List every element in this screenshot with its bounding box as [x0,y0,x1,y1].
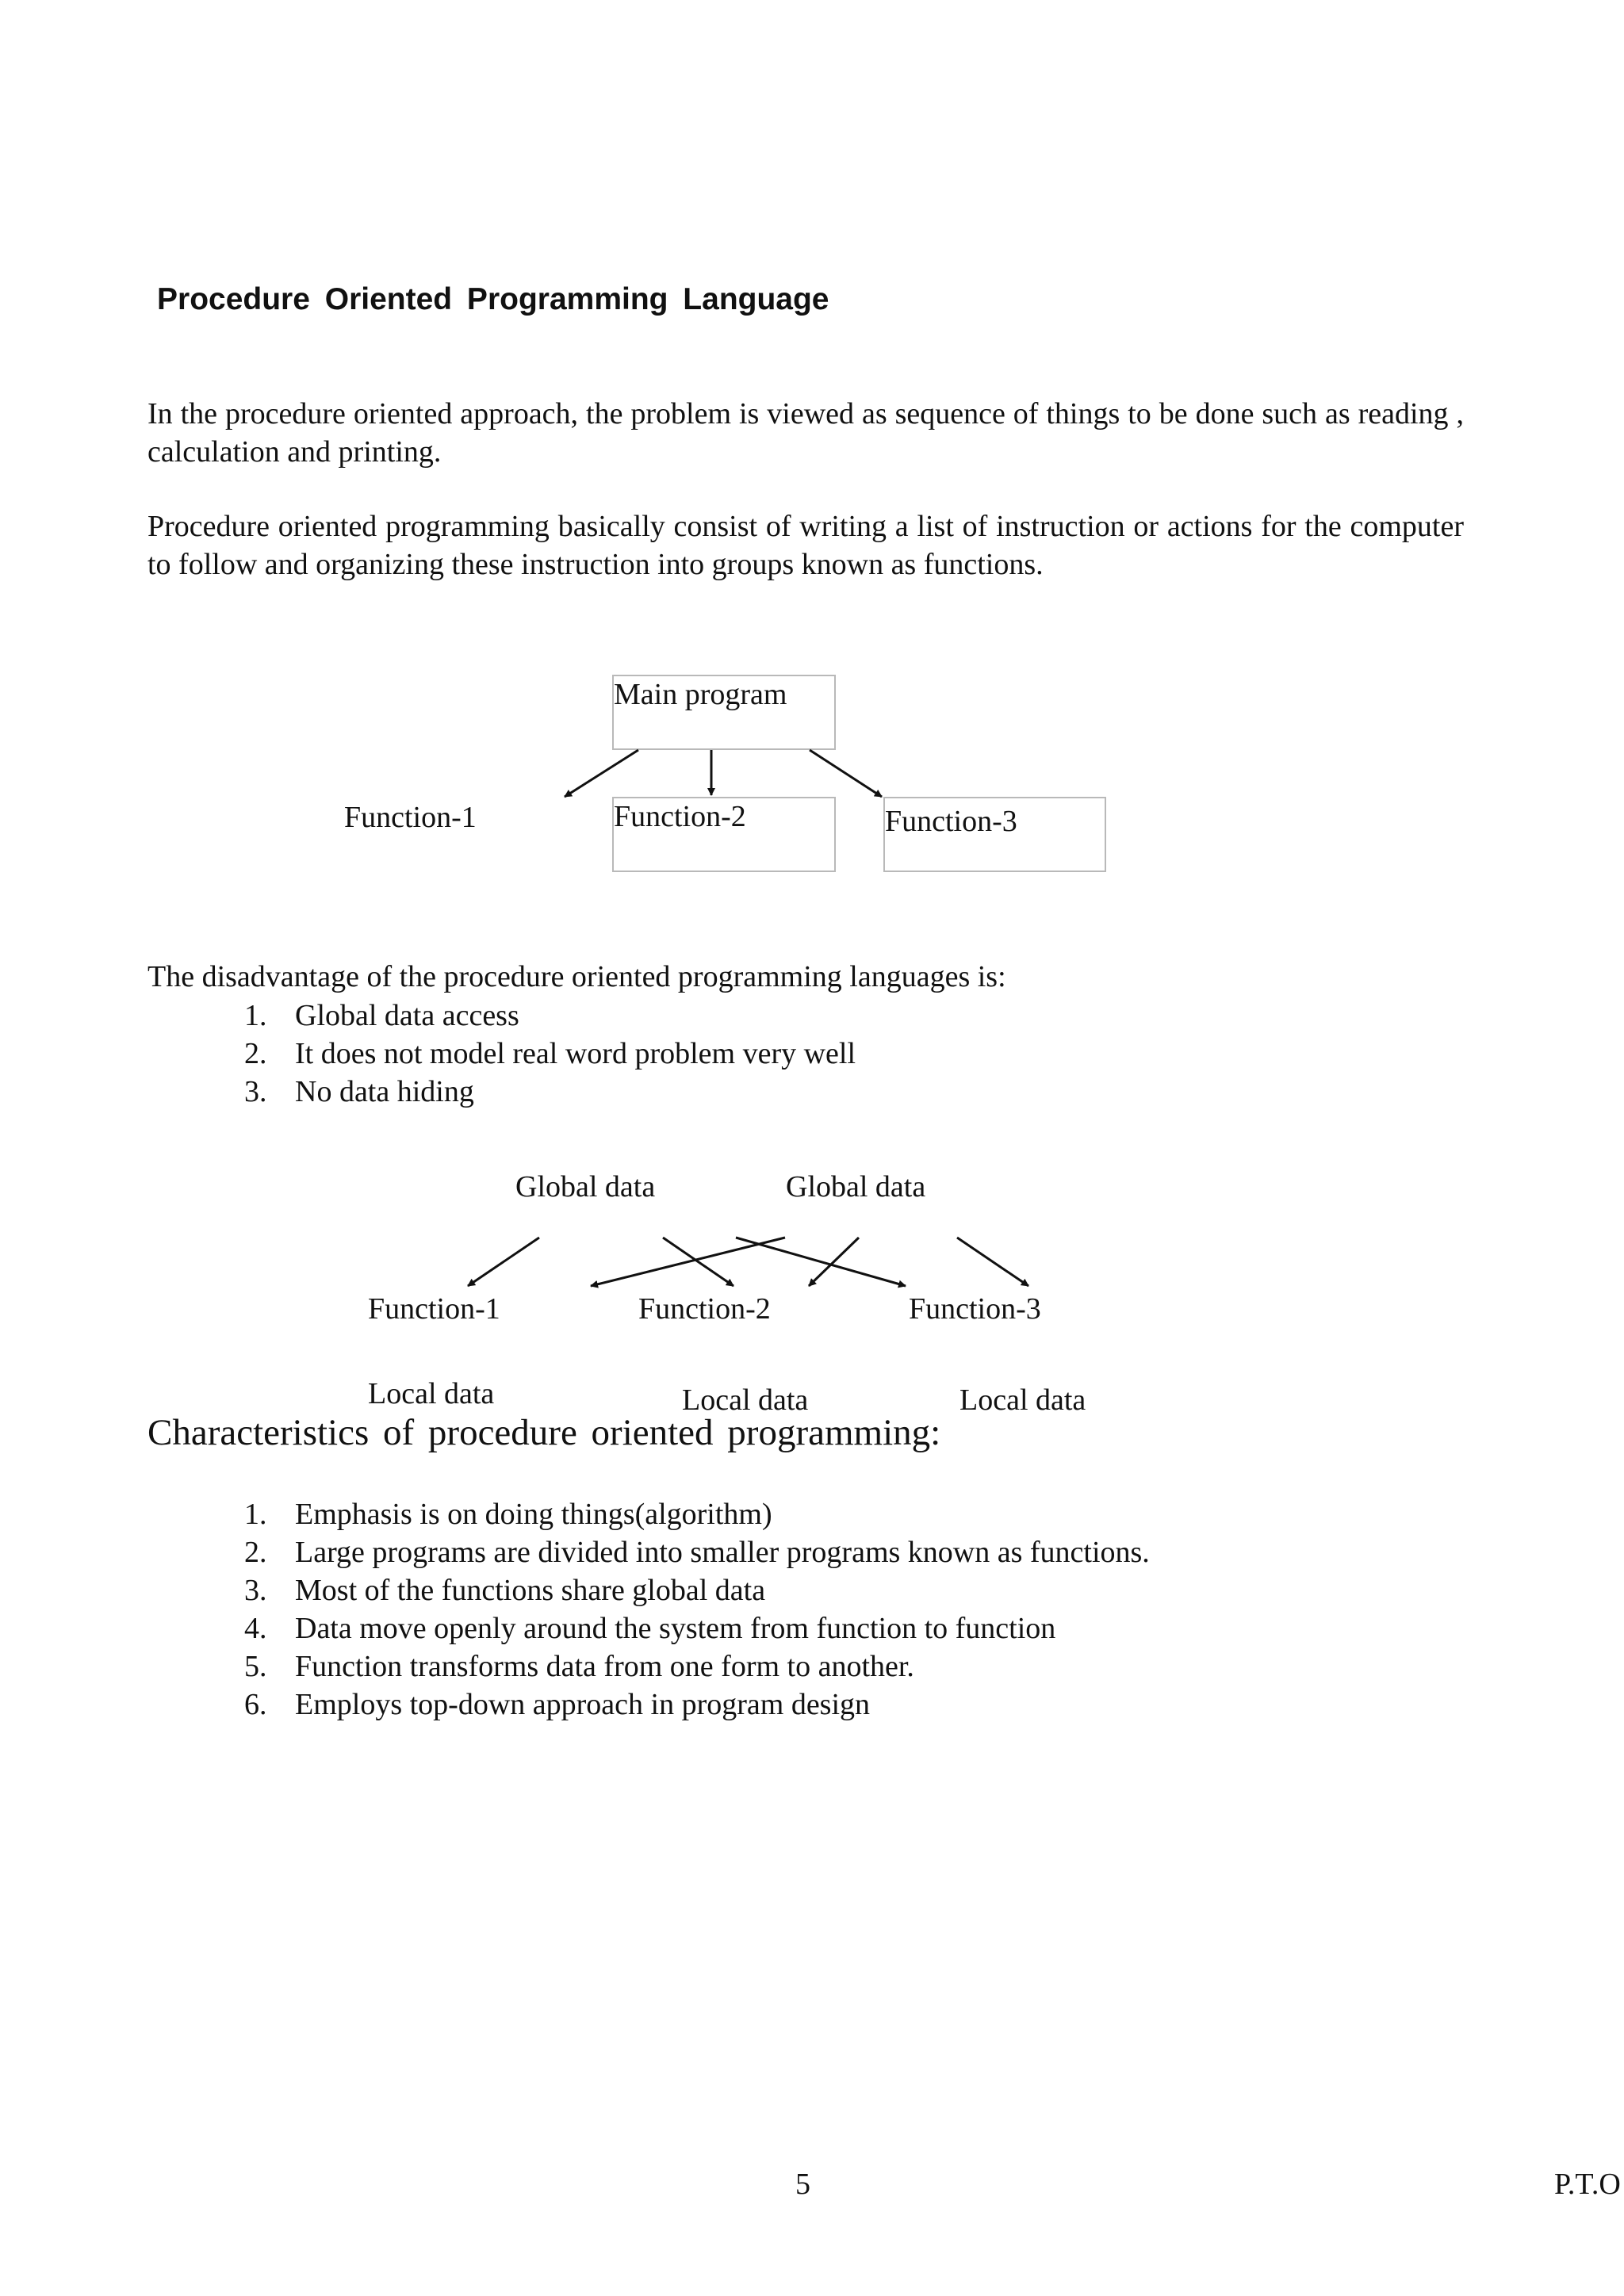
list-item: 6. Employs top-down approach in program design [244,1688,871,1721]
arrow-global1-to-function-1 [468,1238,539,1286]
characteristics-heading: Characteristics of procedure oriented programming: [147,1412,941,1453]
list-item: 1. Global data access [244,999,519,1032]
paragraph-intro: In the procedure oriented approach, the problem is viewed as sequence of things to be done such as reading , calculation and printing. [147,397,1464,469]
global-data-label-1: Global data [515,1170,656,1203]
diagram2-function-3-label: Function-3 [909,1292,1041,1326]
global-data-label-2: Global data [786,1170,926,1203]
diagram1-function-3-label: Function-3 [885,805,1017,838]
disadvantages-list [244,997,856,1111]
diagram2-function-2-label: Function-2 [638,1292,771,1326]
main-program-label: Main program [614,678,787,711]
list-item: 2. Large programs are divided into smaller programs known as functions. [244,1536,1150,1569]
disadvantages-intro: The disadvantage of the procedure oriented programming languages is: [147,960,1006,993]
list-item: 5. Function transforms data from one form to another. [244,1650,914,1683]
list-item: 1. Emphasis is on doing things(algorithm) [244,1498,772,1531]
please-turn-over: P.T.O [1554,2168,1621,2201]
characteristics-list [244,1495,1150,1724]
arrow-main-to-function-3 [810,750,882,797]
paragraph-definition: Procedure oriented programming basically consist of writing a list of instruction or actions for the computer to follow and organizing these instruction into groups known as functions. [147,510,1464,581]
arrow-global1-to-function-2 [663,1238,733,1286]
diagram1-function-1-label: Function-1 [344,801,477,834]
arrow-global1-to-function-3 [736,1238,906,1286]
arrow-main-to-function-1 [565,750,638,797]
list-item: 2. It does not model real word problem very well [244,1037,856,1070]
arrow-global2-to-function-3 [957,1238,1028,1286]
diagram1-function-2-label: Function-2 [614,800,746,833]
page-number: 5 [795,2168,810,2201]
list-item: 4. Data move openly around the system from function to function [244,1612,1056,1645]
arrow-global2-to-function-1 [591,1238,785,1286]
local-data-cut-3 [959,1383,1118,1417]
page-heading: Procedure Oriented Programming Language [157,282,829,316]
diagram1-function-2-box [612,797,836,872]
local-data-label-3: Local data [959,1383,1086,1417]
local-data-label-1: Local data [368,1377,495,1410]
diagram2-function-1-label: Function-1 [368,1292,500,1326]
list-item: 3. No data hiding [244,1075,474,1108]
local-data-cut-2 [682,1383,841,1417]
list-item: 3. Most of the functions share global data [244,1574,766,1607]
arrow-global2-to-function-2 [809,1238,859,1286]
main-program-box [612,675,836,750]
diagram1-function-3-box [883,797,1106,872]
local-data-label-2: Local data [682,1383,809,1417]
